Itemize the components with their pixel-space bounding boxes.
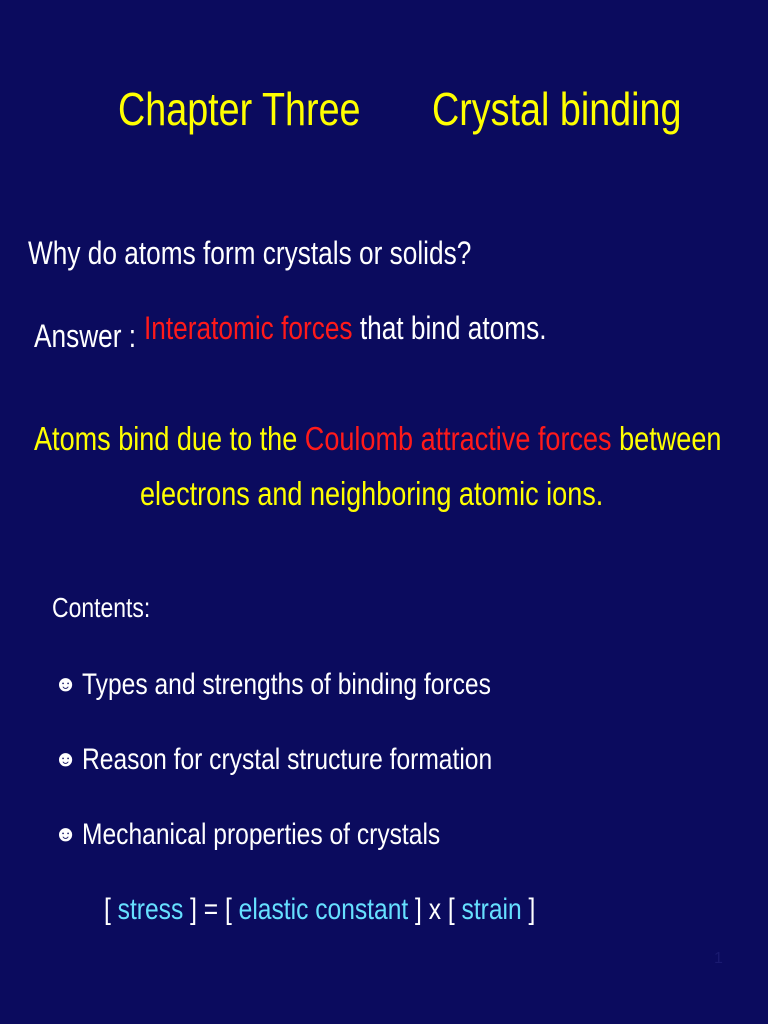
formula-text <box>104 893 535 927</box>
title-chapter <box>118 82 414 136</box>
list-item-text: Reason for crystal structure formation <box>82 743 493 776</box>
page-number: 1 <box>714 950 723 967</box>
coulomb-line-1-text <box>34 420 721 458</box>
title-chapter-text: Chapter Three <box>118 83 361 135</box>
answer-label <box>34 318 158 355</box>
title-topic <box>432 82 736 136</box>
coulomb-part1: Atoms bind due to the <box>34 420 305 457</box>
question <box>28 235 569 272</box>
formula-times: ] x [ <box>408 893 462 926</box>
list-item <box>54 818 519 852</box>
title-topic-text: Crystal binding <box>432 83 682 135</box>
coulomb-highlight: Coulomb attractive forces <box>304 420 612 457</box>
coulomb-line-1 <box>34 420 768 458</box>
formula-bracket-close: ] <box>521 893 536 926</box>
contents-label-text: Contents: <box>52 592 151 623</box>
coulomb-line-2-text: electrons and neighboring atomic ions. <box>140 475 604 512</box>
formula-equals: ] = [ <box>183 893 239 926</box>
answer-highlight: Interatomic forces <box>144 310 353 346</box>
coulomb-part2: between <box>611 420 722 457</box>
answer-label-text: Answer : <box>34 318 137 354</box>
formula <box>104 893 630 927</box>
formula-elastic-constant: elastic constant <box>238 893 409 926</box>
list-item <box>54 668 581 702</box>
question-text: Why do atoms form crystals or solids? <box>28 235 472 271</box>
coulomb-line-2 <box>140 475 705 513</box>
formula-bracket: [ <box>104 893 118 926</box>
answer-rest: that bind atoms. <box>352 310 547 346</box>
formula-stress: stress <box>117 893 184 926</box>
contents-label <box>52 592 172 624</box>
formula-strain: strain <box>461 893 522 926</box>
list-item-text: Mechanical properties of crystals <box>82 818 441 851</box>
answer-text <box>144 310 635 347</box>
smiley-bullet-icon: ☻ <box>54 821 78 847</box>
answer-line <box>144 310 547 347</box>
list-item <box>54 743 582 777</box>
smiley-bullet-icon: ☻ <box>54 746 78 772</box>
list-item-text: Types and strengths of binding forces <box>82 668 491 701</box>
smiley-bullet-icon: ☻ <box>54 671 78 697</box>
